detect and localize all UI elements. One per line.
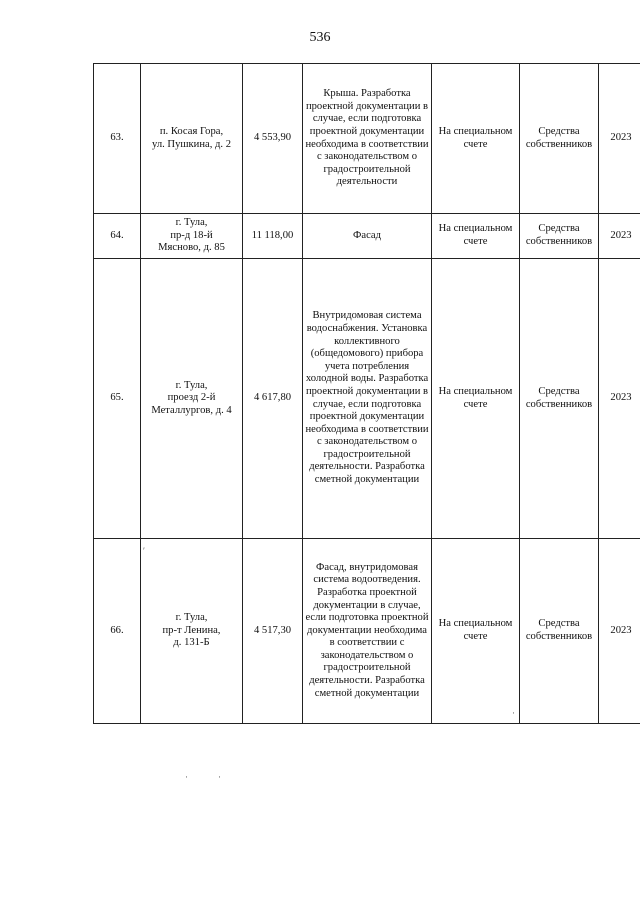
address-cell: [141, 539, 243, 724]
row-number: 65.: [94, 259, 141, 539]
table-row: [94, 539, 640, 724]
table-row: [94, 214, 640, 259]
work-type-cell: Фасад, внутридомовая система водоотведения. Разработка проектной документации в случае, если подготовка проектной документации необходима в соответствии с законодательством о градостроительной деятельности. Разработка сметной документации: [303, 539, 432, 724]
funding-source-cell: Средства собственников: [520, 259, 599, 539]
work-type-cell: Фасад: [303, 214, 432, 259]
scan-speck: ·: [512, 708, 515, 718]
address-text: г. Тула, пр-д 18-й Мясново, д. 85: [158, 217, 225, 254]
year-cell: 2023: [599, 539, 640, 724]
year-cell: 2023: [599, 64, 640, 214]
row-number: 66.: [94, 539, 141, 724]
scan-speck: ·: [185, 772, 188, 782]
table-row: [94, 64, 640, 214]
funding-source-cell: Средства собственников: [520, 539, 599, 724]
address-cell: [141, 214, 243, 259]
year-cell: 2023: [599, 214, 640, 259]
funding-source-cell: Средства собственников: [520, 64, 599, 214]
funding-method-cell: На специальном счете: [432, 214, 520, 259]
cost-cell: 4 517,30: [243, 539, 303, 724]
address-cell: [141, 64, 243, 214]
scan-speck: ′: [143, 546, 145, 556]
address-text: п. Косая Гора, ул. Пушкина, д. 2: [152, 125, 231, 150]
funding-source-cell: Средства собственников: [520, 214, 599, 259]
scan-speck: ·: [218, 772, 221, 782]
row-number: 63.: [94, 64, 141, 214]
funding-method-cell: На специальном счете: [432, 539, 520, 724]
funding-method-cell: На специальном счете: [432, 64, 520, 214]
cost-cell: 4 617,80: [243, 259, 303, 539]
work-type-cell: Внутридомовая система водоснабжения. Установка коллективного (общедомового) прибора учета потребления холодной воды. Разработка проектной документации в случае, если подготовка проектной документации необходима в соответствии с законодательством о градостроительной деятельности. Разработка сметной документации: [303, 259, 432, 539]
table-row: [94, 259, 640, 539]
address-text: г. Тула, пр-т Ленина, д. 131-Б: [162, 612, 221, 649]
page-number: 536: [309, 30, 331, 45]
address-cell: [141, 259, 243, 539]
row-number: 64.: [94, 214, 141, 259]
address-text: г. Тула, проезд 2-й Металлургов, д. 4: [151, 379, 232, 416]
year-cell: 2023: [599, 259, 640, 539]
cost-cell: 11 118,00: [243, 214, 303, 259]
repair-schedule-table: [93, 63, 640, 724]
cost-cell: 4 553,90: [243, 64, 303, 214]
work-type-cell: Крыша. Разработка проектной документации в случае, если подготовка проектной документации необходима в соответствии с законодательством о градостроительной деятельности: [303, 64, 432, 214]
funding-method-cell: На специальном счете: [432, 259, 520, 539]
